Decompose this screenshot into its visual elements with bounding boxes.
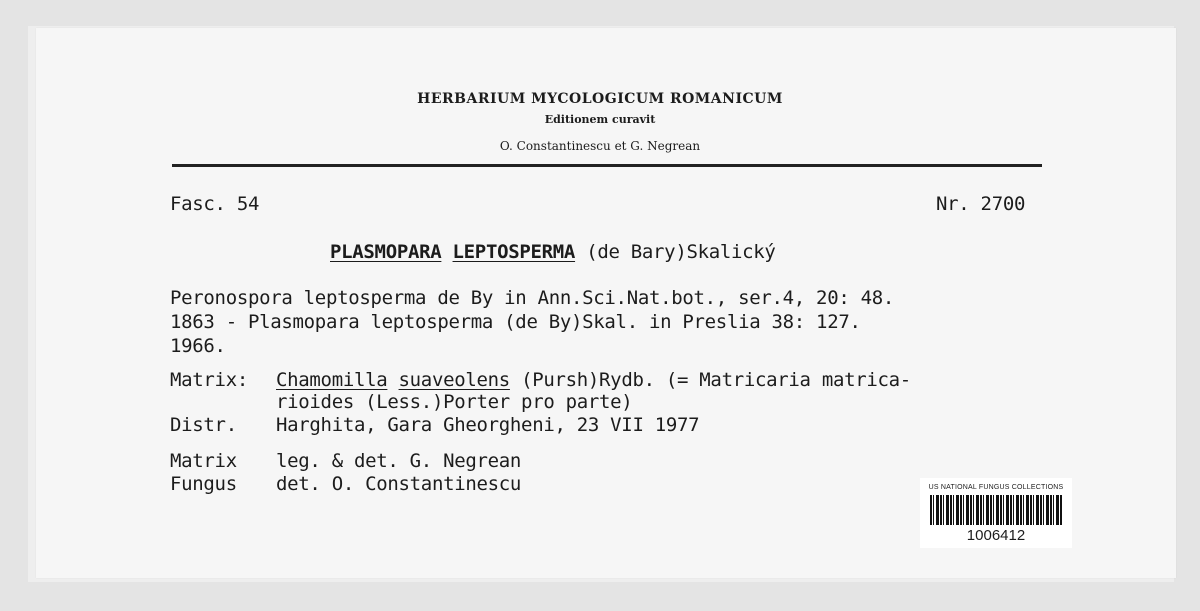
exsiccata-number: Nr. 2700 (936, 193, 1026, 215)
species-name (330, 241, 776, 263)
collector-matrix-label: Matrix (170, 450, 237, 472)
genus-name: PLASMOPARA (330, 241, 442, 263)
species-epithet: LEPTOSPERMA (452, 241, 576, 263)
synonymy-line-1: Peronospora leptosperma de By in Ann.Sci.Nat.bot., ser.4, 20: 48. (170, 287, 895, 309)
collection-subtitle: Editionem curavit (544, 113, 656, 126)
host-genus: Chamomilla (276, 369, 388, 391)
collection-title: HERBARIUM MYCOLOGICUM ROMANICUM (417, 91, 783, 107)
distr-value: Harghita, Gara Gheorgheni, 23 VII 1977 (276, 414, 700, 436)
host-authority: (Pursh)Rydb. (= Matricaria matrica- (521, 369, 911, 391)
matrix-label: Matrix: (170, 369, 248, 391)
barcode-icon (930, 495, 1062, 525)
collector-fungus-value: det. O. Constantinescu (276, 473, 522, 495)
synonymy-line-2: 1863 - Plasmopara leptosperma (de By)Skal. in Preslia 38: 127. (170, 311, 861, 333)
header-divider (172, 164, 1042, 167)
barcode-label: US NATIONAL FUNGUS COLLECTIONS (928, 484, 1064, 491)
collector-fungus-label: Fungus (170, 473, 237, 495)
barcode-sticker (920, 478, 1072, 548)
matrix-line-1 (276, 369, 911, 391)
species-authority: (de Bary)Skalický (586, 241, 776, 263)
distr-label: Distr. (170, 414, 237, 436)
fascicle-number: Fasc. 54 (170, 193, 260, 215)
collector-matrix-value: leg. & det. G. Negrean (276, 450, 522, 472)
synonymy-line-3: 1966. (170, 335, 226, 357)
host-epithet: suaveolens (398, 369, 510, 391)
barcode-number: 1006412 (966, 527, 1026, 544)
matrix-line-2: rioides (Less.)Porter pro parte) (276, 391, 633, 413)
collection-editors: O. Constantinescu et G. Negrean (499, 139, 701, 153)
